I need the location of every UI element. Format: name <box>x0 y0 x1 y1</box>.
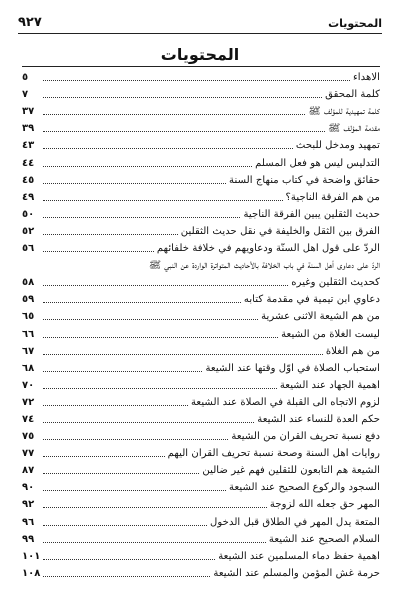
toc-entry-page: ٣٩ <box>22 123 35 135</box>
toc-entry <box>22 272 380 289</box>
toc-entry-page: ٧٠ <box>22 379 35 391</box>
toc-entry <box>22 170 380 187</box>
toc-entry-title: مقدمة المؤلف ﷺ <box>328 123 380 135</box>
toc-entry <box>22 546 380 563</box>
toc-entry <box>22 511 380 528</box>
toc-entry-page: ٩٠ <box>22 482 35 494</box>
toc-entry-title: لزوم الاتجاه الى القبلة في الصلاة عند الشيعة <box>190 396 380 408</box>
toc-entry <box>22 358 380 375</box>
toc-entry <box>22 135 380 152</box>
dot-leader <box>43 576 210 577</box>
toc-entry-page: ٧٥ <box>22 431 35 443</box>
toc-entry-title: أهمية حفظ دماء المسلمين عند الشيعة <box>218 550 380 562</box>
toc-entry <box>22 255 380 272</box>
dot-leader <box>43 251 154 252</box>
toc-entry-title: حكم العدة للنساء عند الشيعة <box>257 413 380 425</box>
toc-entry-title: حقائق واضحة في كتاب منهاج السنة <box>229 174 380 186</box>
toc-entry-title: من هم الفرقة الناجية؟ <box>285 191 380 203</box>
toc-entry-title: الاهداء <box>353 72 380 84</box>
toc-entry-page: ٦٥ <box>22 311 35 323</box>
toc-entry <box>22 426 380 443</box>
toc-entry-title: تمهيد ومدخل للبحث <box>295 140 380 152</box>
dot-leader <box>43 542 266 543</box>
toc-entry-title: كلمة تمهيدية للمؤلف ﷺ <box>308 106 380 118</box>
toc-entry-title: دفع نسبة تحريف القرآن من الشيعة <box>231 431 380 443</box>
toc-entry-page: ٥٠ <box>22 208 35 220</box>
toc-entry <box>22 101 380 118</box>
toc-entry-title: أهمية الجهاد عند الشيعة <box>279 379 380 391</box>
toc-entry-title: السلام الصحيح عند الشيعة <box>268 533 380 545</box>
toc-entry-title: من هم الشيعة الاثنى عشرية <box>261 311 380 323</box>
toc-entry <box>22 204 380 221</box>
toc-entry-page: ٤٥ <box>22 174 35 186</box>
toc-entry-page: ٧٤ <box>22 413 35 425</box>
dot-leader <box>43 456 165 457</box>
dot-leader <box>43 217 240 218</box>
toc-entry-page: ٥٢ <box>22 225 35 237</box>
toc-entry-page: ٩٩ <box>22 533 35 545</box>
toc-entry <box>22 152 380 169</box>
toc-entry-title: كحديث الثقلين وغيره <box>291 277 380 289</box>
dot-leader <box>43 422 254 423</box>
toc-entry-page: ٥ <box>22 72 29 84</box>
toc-entry-page: ٤٣ <box>22 140 35 152</box>
toc-entry <box>22 563 380 580</box>
toc-entry-title: استحباب الصلاة في أوّل وقتها عند الشيعة <box>205 362 380 374</box>
toc-entry-title: روايات أهل السنة وصحة نسبة تحريف القرآن اليهم <box>167 448 380 460</box>
toc-entry-page: ٤٤ <box>22 157 35 169</box>
dot-leader <box>43 234 178 235</box>
dot-leader <box>43 337 278 338</box>
toc-entry-title: كلمة المحقق <box>325 89 380 101</box>
toc-entry-title: من هم الغلاة <box>325 345 380 357</box>
dot-leader <box>43 371 202 372</box>
toc-entry-page: ٥٨ <box>22 277 35 289</box>
toc-entry-page: ٩٦ <box>22 516 35 528</box>
dot-leader <box>43 285 288 286</box>
toc-entry-title: حديث الثقلين يبين الفرقة الناجية <box>243 208 380 220</box>
toc-entry-page: ٥٦ <box>22 243 35 255</box>
toc-entry <box>22 443 380 460</box>
toc-entry <box>22 84 380 101</box>
table-of-contents <box>22 66 380 580</box>
toc-entry-page: ٧ <box>22 89 29 101</box>
toc-entry <box>22 67 380 84</box>
toc-entry-page: ٥٩ <box>22 294 35 306</box>
running-header-title: المحتويات <box>328 17 382 30</box>
toc-entry-page: ٧٢ <box>22 396 35 408</box>
toc-entry-page: ٣٧ <box>22 106 35 118</box>
toc-entry-title: الشيعة هم التابعون للثقلين فهم غير ضالين <box>202 465 380 477</box>
running-header <box>18 10 382 34</box>
toc-entry <box>22 187 380 204</box>
toc-entry <box>22 289 380 306</box>
dot-leader <box>43 439 228 440</box>
toc-entry-title: الردّ على قول أهل السنّة ودعاويهم في خلافة خلفائهم <box>156 243 380 255</box>
toc-entry-page: ٧٧ <box>22 448 35 460</box>
toc-heading: المحتويات <box>160 45 240 64</box>
toc-entry-title: المهر حق جعله الله لزوجة <box>269 499 380 511</box>
toc-entry-title: المتعة يدل المهر في الطلاق قبل الدخول <box>210 516 380 528</box>
toc-entry-title: ليست الغلاة من الشيعة <box>281 328 380 340</box>
toc-entry <box>22 409 380 426</box>
dot-leader <box>43 559 215 560</box>
toc-entry-page: ٦٦ <box>22 328 35 340</box>
toc-entry <box>22 477 380 494</box>
toc-entry-page: ٨٧ <box>22 465 35 477</box>
toc-entry <box>22 494 380 511</box>
toc-entry-page: ١٠١ <box>22 550 41 562</box>
dot-leader <box>43 114 305 115</box>
toc-entry-title: السجود والركوع الصحيح عند الشيعة <box>229 482 380 494</box>
dot-leader <box>43 490 226 491</box>
dot-leader <box>43 183 226 184</box>
page-number: ٩٢٧ <box>18 15 42 30</box>
dot-leader <box>43 131 325 132</box>
dot-leader <box>43 354 323 355</box>
toc-entry-title: حرمة غش المؤمن والمسلم عند الشيعة <box>213 567 380 579</box>
toc-entry-page: ٦٧ <box>22 345 35 357</box>
toc-entry-page: ٤٩ <box>22 191 35 203</box>
dot-leader <box>43 97 322 98</box>
dot-leader <box>43 473 199 474</box>
dot-leader <box>43 525 207 526</box>
toc-entry-title: التدليس ليس هو فعل المسلم <box>255 157 380 169</box>
toc-entry-title: الردّ على دعاوى أهل السنة في باب الخلافة بالأحاديث المتواترة الواردة عن النبي ﷺ <box>148 260 380 272</box>
toc-entry <box>22 375 380 392</box>
toc-entry <box>22 238 380 255</box>
toc-entry <box>22 341 380 358</box>
toc-entry-page: ٦٨ <box>22 362 35 374</box>
dot-leader <box>43 319 258 320</box>
toc-entry <box>22 118 380 135</box>
toc-entry <box>22 323 380 340</box>
dot-leader <box>43 166 252 167</box>
toc-entry-title: دعاوي ابن تيمية في مقدمة كتابه <box>243 294 380 306</box>
toc-entry-page: ٩٢ <box>22 499 35 511</box>
toc-entry <box>22 221 380 238</box>
dot-leader <box>43 302 241 303</box>
toc-entry <box>22 529 380 546</box>
dot-leader <box>43 148 293 149</box>
toc-entry <box>22 306 380 323</box>
toc-entry <box>22 392 380 409</box>
dot-leader <box>43 405 188 406</box>
toc-entry-title: الفرق بين الثقل والخليفة في نقل حديث الثقلين <box>180 225 380 237</box>
dot-leader <box>43 507 267 508</box>
toc-entry <box>22 460 380 477</box>
toc-entry-page: ١٠٨ <box>22 567 41 579</box>
dot-leader <box>43 200 283 201</box>
dot-leader <box>43 388 277 389</box>
dot-leader <box>43 80 350 81</box>
